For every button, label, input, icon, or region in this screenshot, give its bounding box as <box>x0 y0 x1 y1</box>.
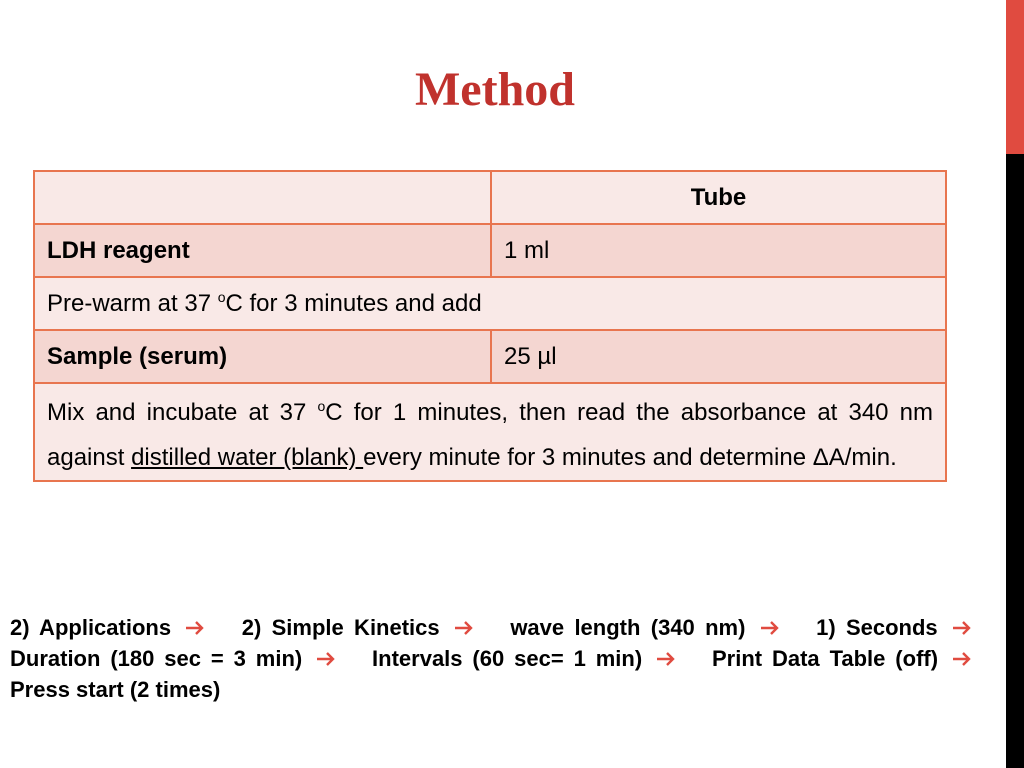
accent-bar-red <box>1006 0 1024 154</box>
table-row-reagent <box>34 224 946 277</box>
mix-text-4: ΔA/min. <box>812 444 897 471</box>
step-1: 2) Applications <box>10 615 172 640</box>
mix-text-2: C for 1 minutes, then read the absorbance at 340 nm against <box>47 399 933 471</box>
right-arrow-icon <box>952 651 972 667</box>
mix-degree-sup: o <box>317 398 326 414</box>
prewarm-text-end: C for 3 minutes and add <box>225 290 482 317</box>
accent-bar-black <box>1006 154 1024 768</box>
prewarm-degree-sup: o <box>217 289 226 305</box>
reagent-label-cell: LDH reagent <box>34 224 491 277</box>
step-3: wave length (340 nm) <box>510 615 746 640</box>
right-arrow-icon <box>454 620 474 636</box>
mix-underlined-text: distilled water (blank) <box>131 444 364 471</box>
prewarm-cell <box>34 277 946 330</box>
right-arrow-icon <box>952 620 972 636</box>
right-arrow-icon <box>316 651 336 667</box>
mix-cell <box>34 383 946 481</box>
slide-title: Method <box>415 63 575 116</box>
reagent-value-cell: 1 ml <box>491 224 946 277</box>
right-arrow-icon <box>656 651 676 667</box>
instructions-text <box>10 612 998 705</box>
sample-label-cell: Sample (serum) <box>34 330 491 383</box>
prewarm-text-start: Pre-warm at 37 <box>47 290 218 317</box>
step-5: Duration (180 sec = 3 min) <box>10 646 303 671</box>
right-accent-bar <box>1006 0 1024 768</box>
mix-text-3: every minute for 3 minutes and determine <box>363 444 813 471</box>
table-header-row <box>34 171 946 224</box>
method-table <box>33 170 947 482</box>
table-row-sample <box>34 330 946 383</box>
step-2: 2) Simple Kinetics <box>241 615 440 640</box>
sample-value-cell: 25 µl <box>491 330 946 383</box>
table-row-prewarm <box>34 277 946 330</box>
mix-text-1: Mix and incubate at 37 <box>47 399 318 426</box>
right-arrow-icon <box>760 620 780 636</box>
step-4: 1) Seconds <box>816 615 938 640</box>
header-empty-cell <box>34 171 491 224</box>
step-7: Print Data Table (off) <box>711 646 939 671</box>
table-row-mix <box>34 383 946 481</box>
right-arrow-icon <box>185 620 205 636</box>
header-tube-cell: Tube <box>491 171 946 224</box>
step-6: Intervals (60 sec= 1 min) <box>372 646 643 671</box>
step-8: Press start (2 times) <box>10 677 221 702</box>
